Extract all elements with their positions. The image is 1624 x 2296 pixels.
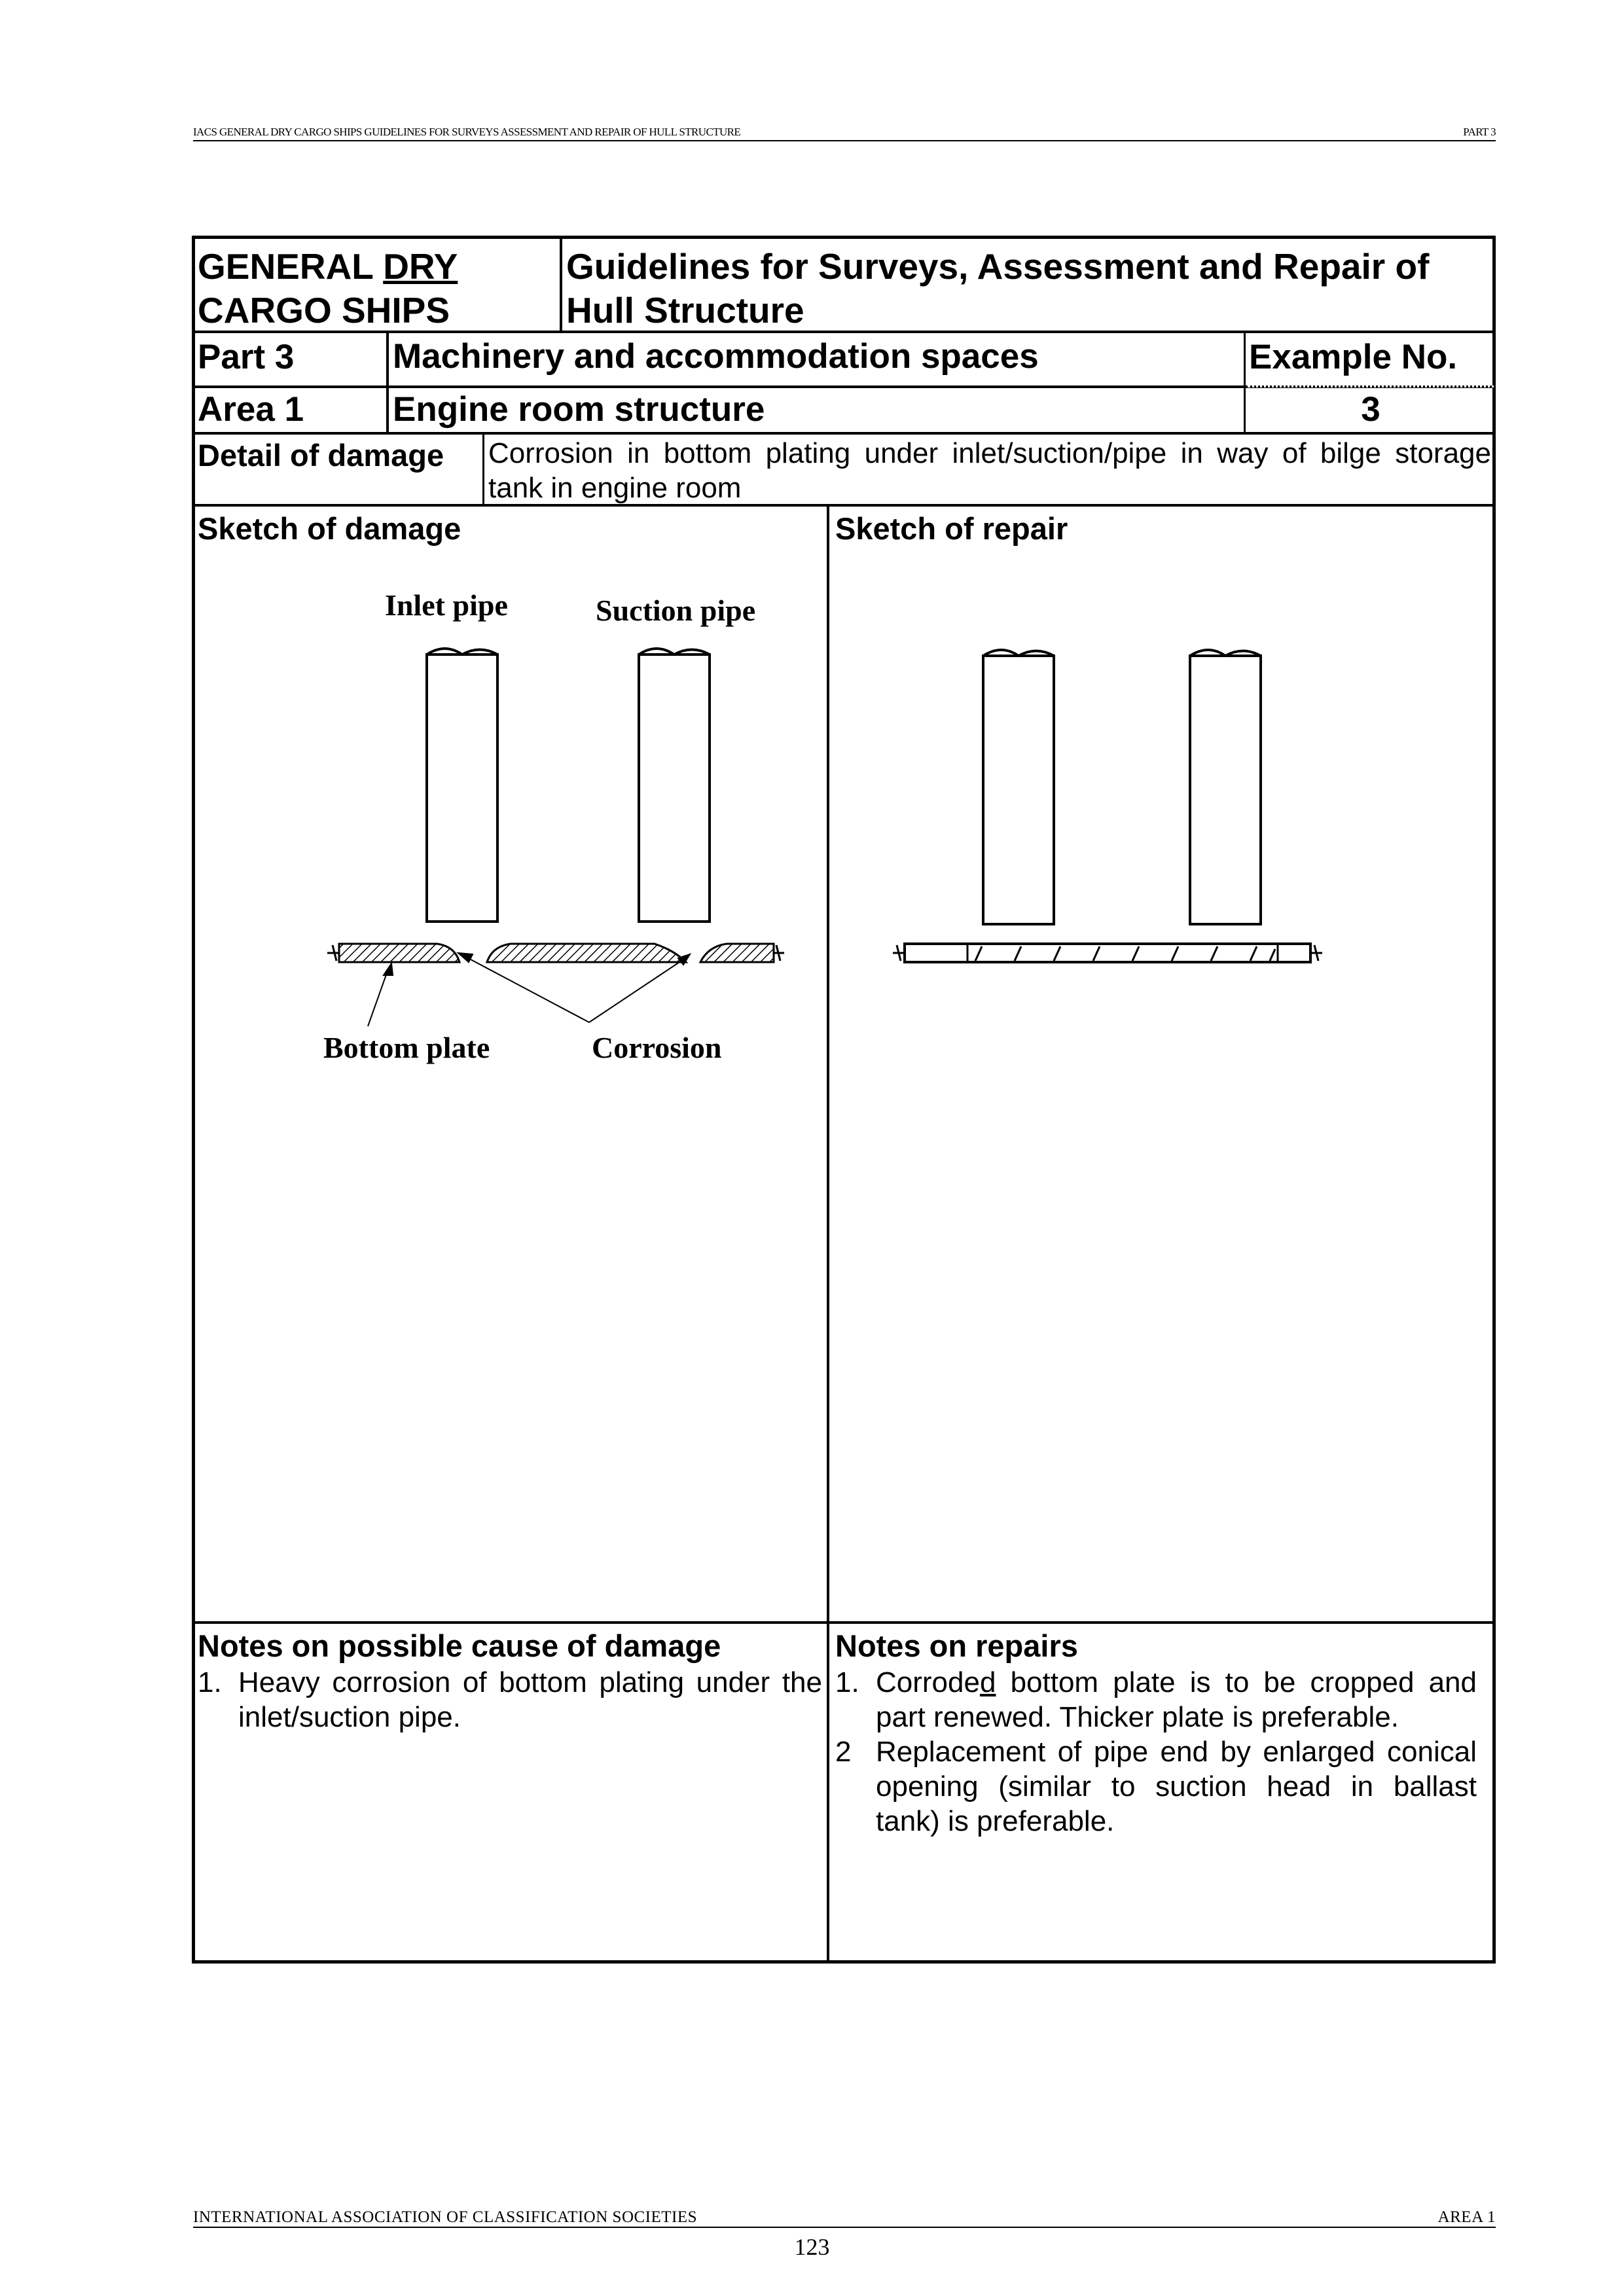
inlet-pipe-drawing [427,649,497,922]
suction-pipe-drawing [639,649,710,922]
ship-type-line2: CARGO SHIPS [198,290,450,331]
notes-cause-item-line1: Heavy corrosion of bottom plating under the [238,1666,822,1698]
guidelines-line2: Hull Structure [566,290,804,331]
example-label: Example No. [1249,338,1458,376]
header-title: IACS GENERAL DRY CARGO SHIPS GUIDELINES FOR SURVEYS ASSESSMENT AND REPAIR OF HULL STRUCTURE [193,126,741,138]
notes-repairs-item-1-line1: Corroded bottom plate is to be cropped and [876,1666,1477,1698]
bottom-plate-label: Bottom plate [323,1031,490,1064]
part-label: Part 3 [198,338,295,376]
sketch-damage-label: Sketch of damage [198,511,461,546]
guidelines-line1: Guidelines for Surveys, Assessment and Repair of [566,246,1430,287]
running-footer [193,2210,1496,2228]
notes-repairs-item-1 [835,1665,1477,1700]
part-value: Machinery and accommodation spaces [393,337,1039,376]
leader-lines [368,953,690,1026]
notes-repairs-item-2-cont2 [835,1804,1477,1839]
suction-pipe-label: Suction pipe [596,594,756,627]
notes-repairs-item-1-line2: part renewed. Thicker plate is preferable. [876,1701,1399,1733]
header-part: PART 3 [1463,126,1496,138]
notes-cause-list [198,1665,822,1734]
page-number: 123 [794,2234,830,2260]
notes-repairs-item-2-line3: tank) is preferable. [876,1805,1115,1837]
detail-line1: Corrosion in bottom plating under inlet/suction/pipe in way of bilge storage [488,437,1491,469]
sketch-repair-label: Sketch of repair [835,511,1068,546]
repair-pipe-1 [983,650,1054,924]
detail-label: Detail of damage [198,438,444,473]
notes-cause-item [198,1665,822,1700]
damaged-bottom-plate [327,944,784,962]
notes-repairs-item-2-num: 2 [835,1736,852,1768]
repair-pipe-2 [1190,650,1261,924]
notes-repairs-list [835,1665,1477,1839]
example-number: 3 [1361,390,1380,429]
notes-cause-label: Notes on possible cause of damage [198,1628,721,1663]
notes-repairs-item-1-num: 1. [835,1666,859,1698]
notes-repairs-item-2 [835,1734,1477,1769]
ship-type-line1-b: DRY [383,246,458,287]
footer-area: AREA 1 [1437,2208,1496,2226]
corrosion-label: Corrosion [592,1031,722,1064]
footer-organisation: INTERNATIONAL ASSOCIATION OF CLASSIFICATION SOCIETIES [193,2208,698,2226]
notes-repairs-item-1-cont [835,1700,1477,1734]
notes-repairs-item-2-line1: Replacement of pipe end by enlarged conical [876,1736,1477,1768]
notes-repairs-label: Notes on repairs [835,1628,1078,1663]
inlet-pipe-label: Inlet pipe [385,588,508,622]
notes-cause-item-cont [198,1700,822,1734]
ship-type-line1-a: GENERAL [198,246,384,287]
area-value: Engine room structure [393,390,765,429]
notes-repairs-item-2-line2: opening (similar to suction head in ballast [876,1770,1477,1803]
notes-cause-item-line2: inlet/suction pipe. [238,1701,461,1733]
area-label: Area 1 [198,390,304,429]
renewed-bottom-plate [893,944,1322,962]
notes-repairs-item-2-cont1 [835,1769,1477,1804]
detail-line2: tank in engine room [488,472,742,504]
notes-cause-item-num: 1. [198,1666,222,1698]
